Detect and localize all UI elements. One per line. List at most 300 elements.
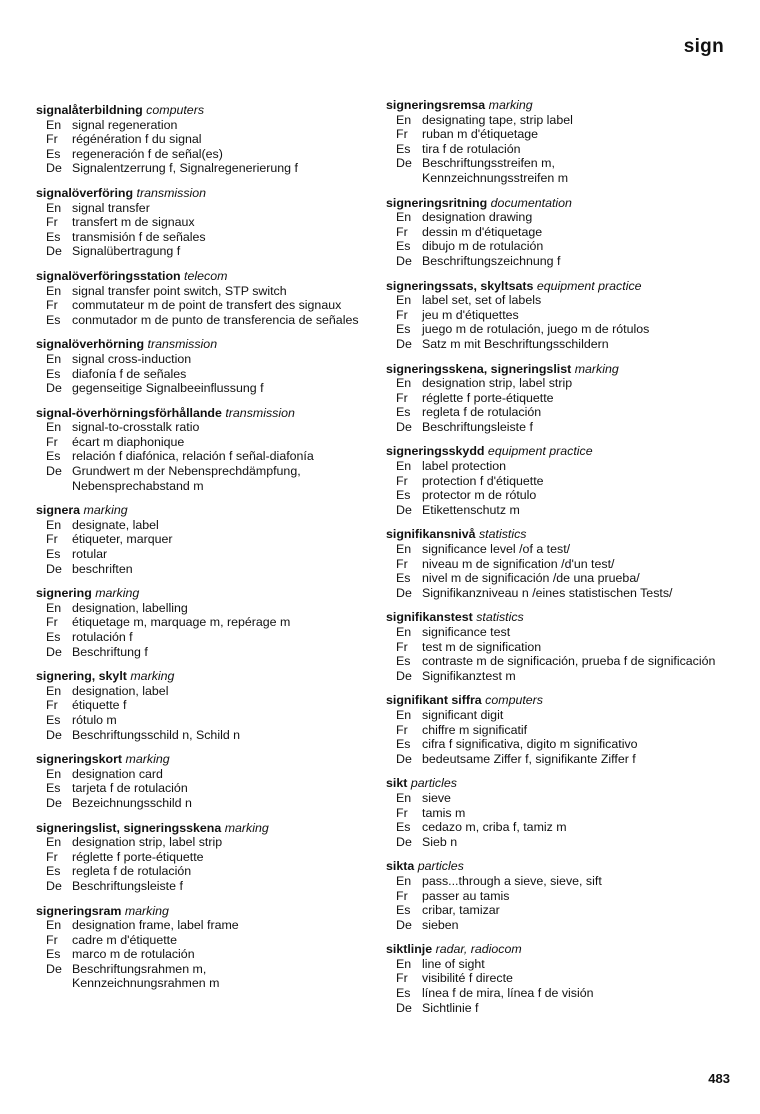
translation-cell [422, 625, 716, 640]
dictionary-entry [386, 942, 716, 1015]
language-code: En [396, 112, 412, 127]
subject-field: transmission [147, 337, 218, 352]
translation-text: línea f de mira, línea f de visión [422, 986, 594, 1001]
translation-cell [422, 239, 716, 254]
translation-cell [72, 298, 366, 313]
translation-line [36, 645, 366, 660]
language-code: En [396, 376, 412, 391]
translation-text: significance test [422, 625, 511, 639]
entry-head [36, 904, 366, 919]
translation-text: rotulación f [72, 630, 133, 644]
headword: signalöverföring [36, 185, 134, 200]
page-number: 483 [708, 1071, 730, 1086]
translation-text: signal transfer point switch, STP switch [72, 283, 287, 298]
translation-text: sieve [422, 790, 451, 805]
translation-text: chiffre m significatif [422, 722, 528, 737]
translation-line [386, 971, 716, 986]
dictionary-entry [386, 196, 716, 269]
translation-cell [422, 1001, 716, 1016]
translation-cell [72, 118, 366, 133]
dictionary-entry [386, 610, 716, 683]
translation-line [386, 820, 716, 835]
entry-head [36, 269, 366, 284]
translation-cell [422, 488, 716, 503]
translation-cell [422, 308, 716, 323]
translation-text: test m de signification [422, 639, 542, 654]
translation-line [36, 464, 366, 493]
translation-text: significant digit [422, 707, 504, 722]
translation-text: Beschriftungsschild n, Schild n [72, 727, 241, 742]
translation-text: designation, labelling [72, 600, 188, 615]
translation-line [386, 752, 716, 767]
entry-head [36, 752, 366, 767]
translation-cell [422, 669, 716, 684]
translation-line [36, 381, 366, 396]
translation-text: pass...through a sieve, sieve, sift [422, 873, 602, 888]
translation-line [36, 864, 366, 879]
translation-text: nivel m de significación /de una prueba/ [422, 571, 640, 586]
language-code: Fr [396, 888, 408, 903]
translation-text: visibilité f directe [422, 971, 513, 986]
headword: signalåterbildning [36, 103, 143, 117]
translation-cell [422, 918, 716, 933]
translation-text: passer au tamis [422, 888, 510, 903]
language-code: En [396, 707, 412, 722]
translation-text: étiquetage m, marquage m, repérage m [72, 615, 291, 630]
translation-line [36, 698, 366, 713]
translation-line [386, 225, 716, 240]
language-code: Es [396, 654, 411, 669]
translation-line [386, 737, 716, 752]
translation-line [386, 376, 716, 391]
language-code: Es [396, 571, 411, 586]
language-code: Fr [46, 215, 58, 230]
entry-head [386, 942, 716, 957]
translation-cell [72, 850, 366, 865]
translation-line [36, 132, 366, 147]
language-code: En [396, 873, 412, 888]
language-code: Es [46, 781, 61, 796]
language-code: En [46, 117, 62, 132]
language-code: Es [396, 820, 411, 835]
dictionary-entry [386, 527, 716, 600]
language-code: Fr [46, 698, 58, 713]
subject-field: marking [83, 503, 128, 518]
translation-cell [72, 713, 366, 728]
translation-cell [422, 889, 716, 904]
headword: signifikant siffra [386, 693, 482, 708]
translation-text: Beschriftungsrahmen m, [72, 961, 207, 976]
translation-cell [422, 225, 716, 240]
translation-cell [422, 293, 716, 308]
translation-text: diafonía f de señales [72, 366, 187, 381]
translation-line [36, 796, 366, 811]
language-code: De [396, 502, 412, 517]
translation-text: protection f d'étiquette [422, 473, 544, 488]
translation-line [36, 615, 366, 630]
translation-line [36, 728, 366, 743]
translation-line [36, 918, 366, 933]
headword: signering [36, 586, 92, 601]
translation-cell [72, 284, 366, 299]
translation-line [386, 957, 716, 972]
translation-cell [72, 147, 366, 162]
headword: signal-överhörningsförhållande [36, 405, 222, 420]
translation-line [386, 723, 716, 738]
subject-field: marking [488, 98, 533, 112]
language-code: De [46, 161, 62, 176]
translation-cell [72, 435, 366, 450]
translation-cell [422, 156, 716, 185]
entry-head [36, 821, 366, 836]
translation-cell [72, 601, 366, 616]
translation-line [36, 962, 366, 991]
translation-text: niveau m de signification /d'un test/ [422, 556, 615, 571]
translation-continuation: Nebensprechabstand m [72, 478, 204, 493]
entry-head [36, 669, 366, 684]
translation-cell [72, 962, 366, 991]
dictionary-entry [36, 337, 366, 395]
translation-cell [422, 420, 716, 435]
translation-cell [72, 879, 366, 894]
headword: signeringsram [36, 903, 122, 918]
translation-text: signal cross-induction [72, 351, 192, 366]
language-code: De [396, 419, 412, 434]
translation-text: Satz m mit Beschriftungsschildern [422, 336, 609, 351]
translation-cell [422, 571, 716, 586]
headword: signeringsremsa [386, 98, 486, 112]
left-column [36, 103, 366, 1001]
translation-line [386, 791, 716, 806]
language-code: En [46, 835, 62, 850]
headword: sikta [386, 859, 415, 874]
translation-line [36, 781, 366, 796]
translation-cell [422, 557, 716, 572]
translation-cell [72, 864, 366, 879]
headword: signifikanstest [386, 610, 473, 625]
dictionary-entry [36, 503, 366, 576]
translation-text: tarjeta f de rotulación [72, 781, 188, 796]
headword: signalöverföringsstation [36, 268, 181, 283]
translation-line [36, 298, 366, 313]
language-code: De [46, 727, 62, 742]
translation-text: designate, label [72, 517, 159, 532]
headword: signeringslist, signeringsskena [36, 820, 222, 835]
language-code: De [396, 751, 412, 766]
translation-line [36, 420, 366, 435]
language-code: De [46, 795, 62, 810]
translation-line [36, 684, 366, 699]
language-code: Fr [46, 849, 58, 864]
translation-text: sieben [422, 917, 459, 932]
translation-line [386, 806, 716, 821]
translation-line [386, 903, 716, 918]
translation-cell [422, 957, 716, 972]
translation-text: signal-to-crosstalk ratio [72, 420, 200, 435]
subject-field: computers [146, 103, 205, 117]
translation-text: tamis m [422, 805, 466, 820]
translation-cell [422, 986, 716, 1001]
translation-line [36, 562, 366, 577]
language-code: En [46, 766, 62, 781]
translation-cell [422, 874, 716, 889]
translation-cell [422, 337, 716, 352]
headword: signalöverhörning [36, 337, 145, 352]
subject-field: marking [124, 903, 169, 918]
translation-text: marco m de rotulación [72, 947, 195, 962]
translation-line [36, 879, 366, 894]
translation-line [36, 713, 366, 728]
dictionary-entry [386, 98, 716, 186]
language-code: En [396, 293, 412, 308]
translation-cell [72, 767, 366, 782]
translation-text: Etikettenschutz m [422, 502, 520, 517]
translation-text: designation frame, label frame [72, 918, 239, 933]
translation-line [36, 449, 366, 464]
translation-cell [422, 474, 716, 489]
translation-cell [72, 698, 366, 713]
translation-line [36, 244, 366, 259]
language-code: De [396, 1000, 412, 1015]
translation-line [36, 161, 366, 176]
translation-text: rótulo m [72, 712, 117, 727]
language-code: Es [46, 712, 61, 727]
dictionary-entry [386, 859, 716, 932]
translation-cell [72, 615, 366, 630]
dictionary-entry [386, 444, 716, 517]
translation-line [386, 459, 716, 474]
translation-text: designation strip, label strip [72, 835, 223, 850]
translation-cell [72, 684, 366, 699]
translation-cell [422, 654, 716, 669]
language-code: En [46, 200, 62, 215]
translation-line [36, 947, 366, 962]
translation-line [36, 284, 366, 299]
translation-cell [422, 835, 716, 850]
entry-head [386, 279, 716, 294]
translation-cell [72, 645, 366, 660]
translation-text: cedazo m, criba f, tamiz m [422, 820, 567, 835]
translation-cell [72, 449, 366, 464]
headword: signeringsritning [386, 195, 488, 210]
translation-line [386, 405, 716, 420]
translation-cell [422, 113, 716, 128]
translation-text: signal transfer [72, 200, 150, 215]
entry-head [386, 527, 716, 542]
dictionary-entry [36, 103, 366, 176]
language-code: Fr [396, 639, 408, 654]
language-code: En [46, 351, 62, 366]
translation-line [36, 201, 366, 216]
translation-cell [422, 459, 716, 474]
translation-text: Sieb n [422, 834, 458, 849]
translation-cell [72, 420, 366, 435]
language-code: Es [46, 630, 61, 644]
translation-text: Beschriftungsstreifen m, [422, 156, 555, 171]
translation-line [386, 986, 716, 1001]
language-code: Es [396, 903, 411, 918]
translation-line [386, 113, 716, 128]
subject-field: equipment practice [536, 278, 642, 293]
language-code: De [46, 644, 62, 659]
translation-line [386, 874, 716, 889]
translation-cell [72, 464, 366, 493]
translation-text: commutateur m de point de transfert des signaux [72, 298, 342, 313]
language-code: De [396, 336, 412, 351]
translation-text: cifra f significativa, digito m significativo [422, 737, 638, 752]
translation-cell [422, 142, 716, 157]
entry-head [36, 503, 366, 518]
translation-cell [72, 161, 366, 176]
translation-text: régénération f du signal [72, 132, 202, 147]
translation-cell [72, 933, 366, 948]
translation-line [386, 586, 716, 601]
subject-field: computers [485, 693, 544, 708]
dictionary-entry [386, 693, 716, 766]
translation-cell [422, 640, 716, 655]
translation-cell [72, 230, 366, 245]
language-code: De [396, 668, 412, 683]
language-code: Es [396, 239, 411, 254]
translation-text: Beschriftungsleiste f [72, 878, 183, 893]
translation-text: cribar, tamizar [422, 903, 500, 918]
dictionary-entry [386, 362, 716, 435]
language-code: De [46, 244, 62, 259]
subject-field: marking [574, 361, 619, 376]
translation-line [36, 435, 366, 450]
translation-line [386, 557, 716, 572]
entry-head [386, 693, 716, 708]
translation-line [36, 313, 366, 328]
language-code: Es [46, 947, 61, 962]
translation-line [386, 488, 716, 503]
entry-head [386, 859, 716, 874]
translation-line [386, 625, 716, 640]
translation-continuation: Kennzeichnungsstreifen m [422, 170, 569, 185]
language-code: En [46, 683, 62, 698]
entry-head [386, 362, 716, 377]
language-code: En [46, 420, 62, 435]
translation-text: transmisión f de señales [72, 229, 206, 244]
translation-cell [72, 835, 366, 850]
language-code: De [46, 381, 62, 396]
language-code: Es [46, 449, 61, 464]
translation-text: bedeutsame Ziffer f, signifikante Ziffer f [422, 751, 636, 766]
subject-field: transmission [225, 405, 295, 420]
headword: siktlinje [386, 942, 433, 957]
language-code: Es [46, 312, 61, 327]
translation-cell [422, 708, 716, 723]
language-code: Es [396, 141, 411, 156]
translation-line [386, 337, 716, 352]
translation-cell [422, 503, 716, 518]
translation-line [386, 391, 716, 406]
translation-line [36, 630, 366, 645]
translation-cell [72, 562, 366, 577]
translation-line [386, 254, 716, 269]
translation-text: significance level /of a test/ [422, 542, 571, 557]
language-code: Fr [46, 298, 58, 313]
headword: signifikansnivå [386, 527, 476, 542]
translation-text: juego m de rotulación, juego m de rótulos [422, 322, 650, 337]
entry-head [36, 337, 366, 352]
entry-head [36, 103, 366, 118]
language-code: En [396, 459, 412, 474]
translation-line [386, 210, 716, 225]
translation-text: réglette f porte-étiquette [72, 849, 204, 864]
language-code: De [396, 834, 412, 849]
translation-text: Grundwert m der Nebensprechdämpfung, [72, 464, 301, 479]
translation-cell [72, 352, 366, 367]
translation-text: signal regeneration [72, 117, 178, 132]
translation-line [36, 147, 366, 162]
right-column [386, 98, 716, 1025]
translation-text: rotular [72, 547, 108, 562]
translation-text: regeneración f de señal(es) [72, 146, 223, 161]
subject-field: telecom [184, 268, 228, 283]
translation-line [36, 767, 366, 782]
translation-text: Beschriftungsleiste f [422, 419, 533, 434]
translation-text: tira f de rotulación [422, 141, 521, 156]
translation-text: contraste m de significación, prueba f de significación [422, 654, 716, 669]
translation-cell [422, 791, 716, 806]
translation-text: transfert m de signaux [72, 215, 195, 230]
language-code: En [396, 542, 412, 557]
translation-cell [422, 971, 716, 986]
translation-line [386, 1001, 716, 1016]
translation-line [36, 518, 366, 533]
language-code: Fr [46, 532, 58, 547]
translation-cell [422, 542, 716, 557]
translation-line [36, 933, 366, 948]
translation-cell [422, 820, 716, 835]
translation-cell [72, 532, 366, 547]
translation-text: conmutador m de punto de transferencia de señales [72, 312, 359, 327]
entry-head [36, 586, 366, 601]
headword: signera [36, 503, 81, 518]
translation-line [386, 142, 716, 157]
language-code: De [46, 961, 62, 976]
language-code: Es [396, 488, 411, 503]
language-code: En [46, 600, 62, 615]
translation-text: line of sight [422, 956, 485, 971]
headword: signeringsskena, signeringslist [386, 361, 572, 376]
entry-head [386, 610, 716, 625]
language-code: Fr [396, 307, 408, 322]
language-code: Es [396, 405, 411, 420]
translation-text: Sichtlinie f [422, 1000, 479, 1015]
dictionary-entry [36, 586, 366, 659]
translation-text: designation card [72, 766, 163, 781]
subject-field: particles [417, 859, 464, 874]
translation-text: dessin m d'étiquetage [422, 224, 543, 239]
translation-cell [422, 806, 716, 821]
translation-line [386, 322, 716, 337]
headword: signeringskort [36, 752, 123, 767]
translation-cell [72, 947, 366, 962]
language-code: En [46, 918, 62, 933]
translation-text: dibujo m de rotulación [422, 239, 544, 254]
translation-cell [72, 201, 366, 216]
translation-line [386, 308, 716, 323]
language-code: En [46, 517, 62, 532]
translation-cell [72, 244, 366, 259]
translation-line [386, 239, 716, 254]
translation-line [36, 352, 366, 367]
entry-head [386, 98, 716, 113]
subject-field: marking [95, 586, 140, 601]
translation-cell [72, 215, 366, 230]
